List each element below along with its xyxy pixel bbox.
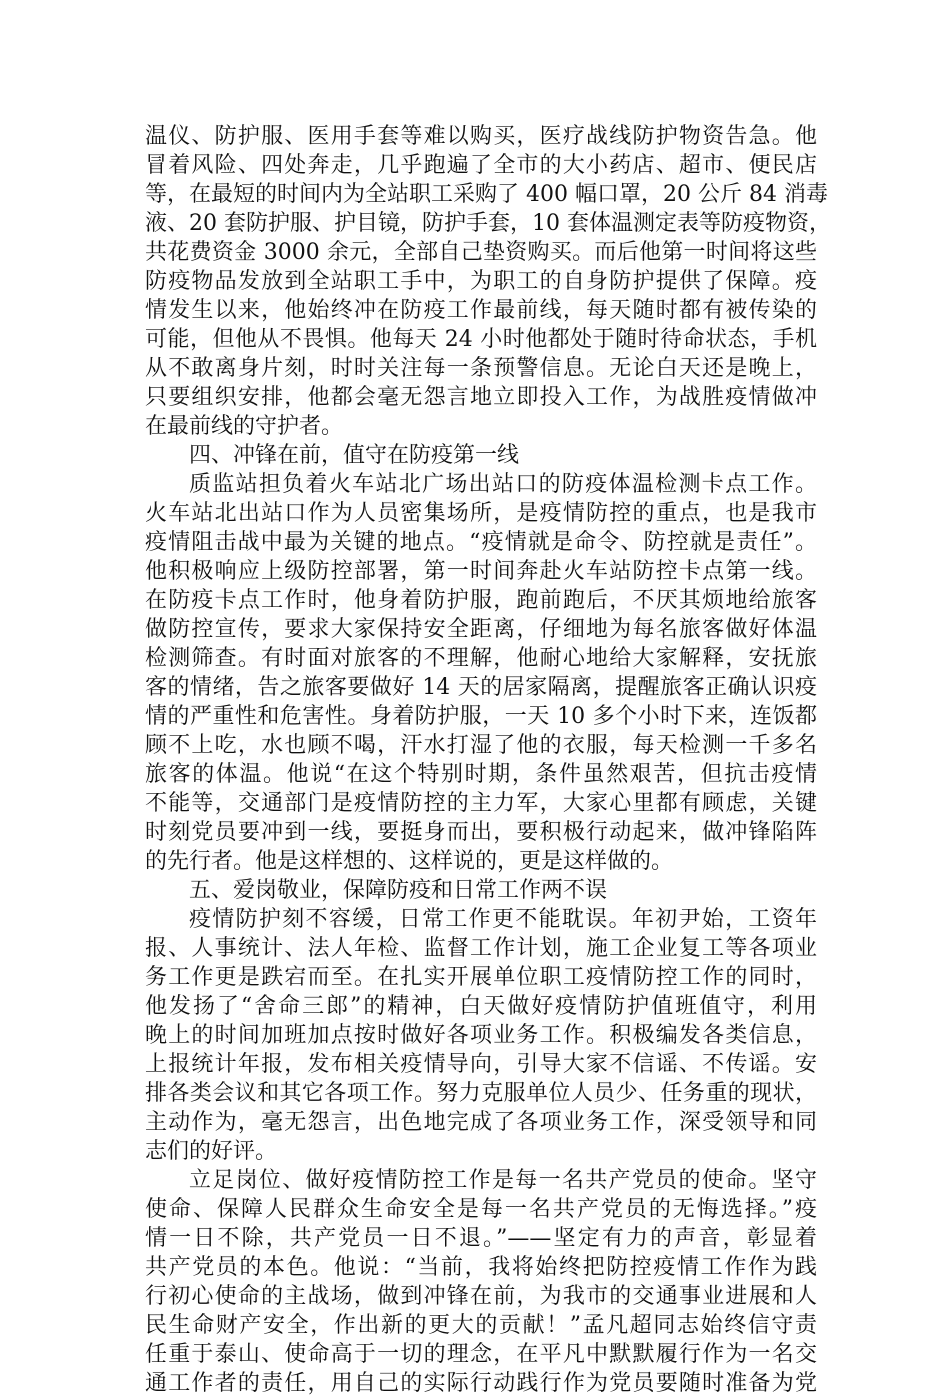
text-line: 在最前线的守护者。 xyxy=(145,414,344,439)
text-line: 晚上的时间加班加点按时做好各项业务工作。积极编发各类信息， xyxy=(145,1023,817,1048)
text-line: 的先行者。他是这样想的、这样说的，更是这样做的。 xyxy=(145,849,674,874)
text-line: 做防控宣传，要求大家保持安全距离，仔细地为每名旅客做好体温 xyxy=(145,617,817,642)
text-line: 旅客的体温。他说“在这个特别时期，条件虽然艰苦，但抗击疫情 xyxy=(145,762,817,787)
text-line: 他发扬了“舍命三郎”的精神，白天做好疫情防护值班值守，利用 xyxy=(145,994,817,1019)
text-line: 情的严重性和危害性。身着防护服，一天 10 多个小时下来，连饭都 xyxy=(145,704,817,729)
section-heading: 四、冲锋在前，值守在防疫第一线 xyxy=(189,443,520,468)
text-line: 温仪、防护服、医用手套等难以购买，医疗战线防护物资告急。他 xyxy=(145,124,817,149)
text-line: 时刻党员要冲到一线，要挺身而出，要积极行动起来，做冲锋陷阵 xyxy=(145,820,817,845)
text-line: 排各类会议和其它各项工作。努力克服单位人员少、任务重的现状， xyxy=(145,1081,817,1106)
text-line: 行初心使命的主战场，做到冲锋在前，为我市的交通事业进展和人 xyxy=(145,1284,817,1309)
text-line: 在防疫卡点工作时，他身着防护服，跑前跑后，不厌其烦地给旅客 xyxy=(145,588,817,613)
text-line: 等，在最短的时间内为全站职工采购了 400 幅口罩，20 公斤 84 消毒 xyxy=(145,182,828,207)
text-line: 志们的好评。 xyxy=(145,1139,278,1164)
text-line: 共花费资金 3000 余元，全部自己垫资购买。而后他第一时间将这些 xyxy=(145,240,817,265)
text-line: 冒着风险、四处奔走，几乎跑遍了全市的大小药店、超市、便民店 xyxy=(145,153,817,178)
text-line: 顾不上吃，水也顾不喝，汗水打湿了他的衣服，每天检测一千多名 xyxy=(145,733,817,758)
text-line: 防疫物品发放到全站职工手中，为职工的自身防护提供了保障。疫 xyxy=(145,269,817,294)
text-line: 质监站担负着火车站北广场出站口的防疫体温检测卡点工作。 xyxy=(189,472,817,497)
text-line: 任重于泰山、使命高于一切的理念，在平凡中默默履行作为一名交 xyxy=(145,1342,817,1367)
text-line: 报、人事统计、法人年检、监督工作计划，施工企业复工等各项业 xyxy=(145,936,817,961)
text-line: 立足岗位、做好疫情防控工作是每一名共产党员的使命。坚守 xyxy=(189,1168,817,1193)
text-line: 使命、保障人民群众生命安全是每一名共产党员的无悔选择。”疫 xyxy=(145,1197,817,1222)
text-line: 可能，但他从不畏惧。他每天 24 小时他都处于随时待命状态，手机 xyxy=(145,327,817,352)
text-line: 不能等，交通部门是疫情防控的主力军，大家心里都有顾虑，关键 xyxy=(145,791,817,816)
text-line: 通工作者的责任，用自己的实际行动践行作为党员要随时准备为党 xyxy=(145,1371,817,1396)
text-line: 情一日不除，共产党员一日不退。”——坚定有力的声音，彰显着 xyxy=(145,1226,817,1251)
text-line: 共产党员的本色。他说：“当前，我将始终把防控疫情工作作为践 xyxy=(145,1255,817,1280)
text-line: 客的情绪，告之旅客要做好 14 天的居家隔离，提醒旅客正确认识疫 xyxy=(145,675,817,700)
text-line: 情发生以来，他始终冲在防疫工作最前线，每天随时都有被传染的 xyxy=(145,298,817,323)
text-line: 他积极响应上级防控部署，第一时间奔赴火车站防控卡点第一线。 xyxy=(145,559,817,584)
text-line: 只要组织安排，他都会毫无怨言地立即投入工作，为战胜疫情做冲 xyxy=(145,385,817,410)
text-line: 务工作更是跌宕而至。在扎实开展单位职工疫情防控工作的同时， xyxy=(145,965,817,990)
text-line: 液、20 套防护服、护目镜，防护手套，10 套体温测定表等防疫物资， xyxy=(145,211,831,236)
text-line: 从不敢离身片刻，时时关注每一条预警信息。无论白天还是晚上， xyxy=(145,356,817,381)
text-line: 火车站北出站口作为人员密集场所，是疫情防控的重点，也是我市 xyxy=(145,501,817,526)
text-line: 检测筛查。有时面对旅客的不理解，他耐心地给大家解释，安抚旅 xyxy=(145,646,817,671)
text-line: 上报统计年报，发布相关疫情导向，引导大家不信谣、不传谣。安 xyxy=(145,1052,817,1077)
text-line: 疫情防护刻不容缓，日常工作更不能耽误。年初尹始，工资年 xyxy=(189,907,817,932)
text-line: 疫情阻击战中最为关键的地点。“疫情就是命令、防控就是责任”。 xyxy=(145,530,817,555)
text-line: 民生命财产安全，作出新的更大的贡献！”孟凡超同志始终信守责 xyxy=(145,1313,817,1338)
section-heading: 五、爱岗敬业，保障防疫和日常工作两不误 xyxy=(189,878,608,903)
document-body xyxy=(145,122,831,1398)
text-line: 主动作为，毫无怨言，出色地完成了各项业务工作，深受领导和同 xyxy=(145,1110,817,1135)
